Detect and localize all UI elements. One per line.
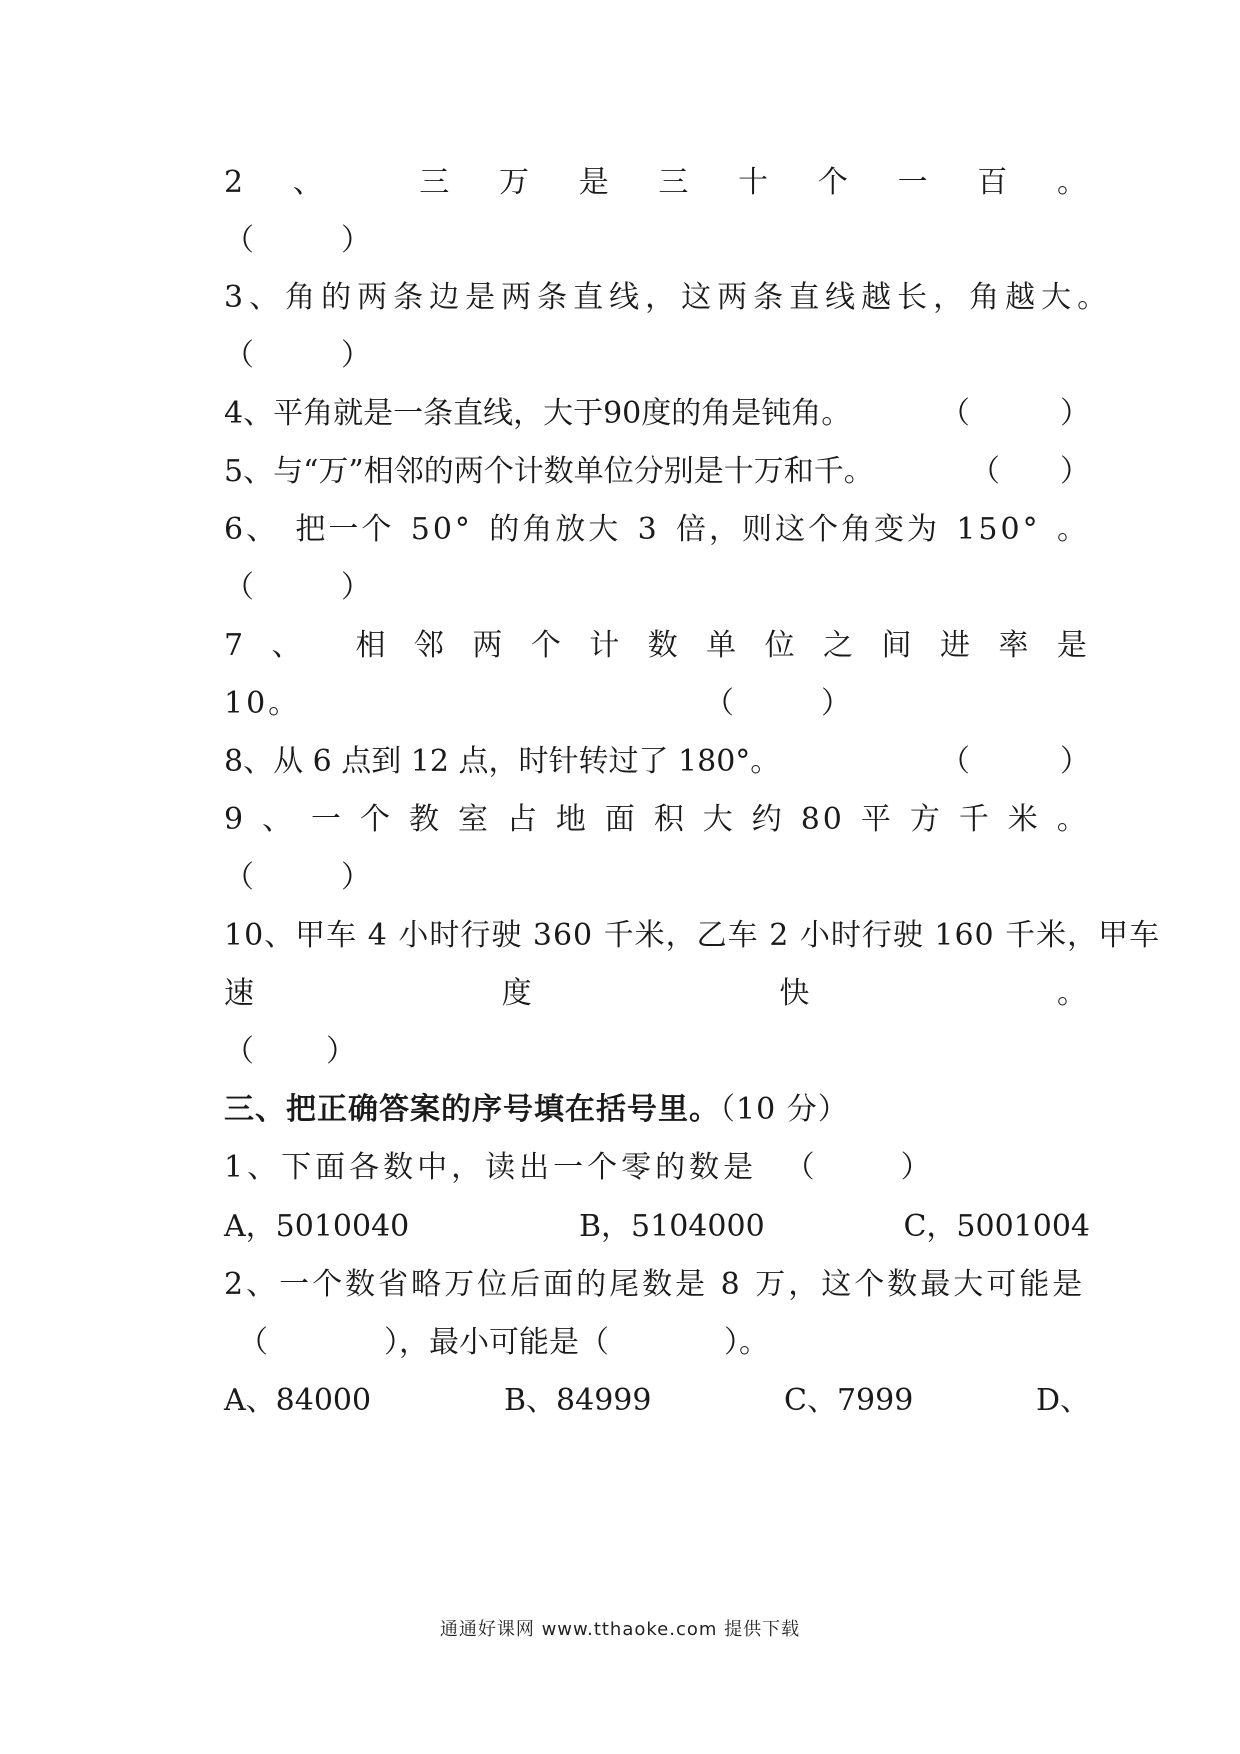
char: 占	[506, 802, 540, 837]
judge-q8-text: 8、从 6 点到 12 点，时针转过了 180°。	[224, 744, 781, 779]
char: 速	[224, 976, 257, 1011]
char: 位	[764, 628, 798, 663]
char: 计	[589, 628, 623, 663]
open-paren: （	[224, 1034, 257, 1069]
char: 。	[1056, 512, 1090, 547]
char: 千	[958, 802, 992, 837]
judge-q7-tail: 10。	[224, 686, 302, 721]
judge-q10-line2	[224, 974, 1090, 1014]
choice-q1-answer[interactable]	[785, 1148, 935, 1188]
char: 地	[555, 802, 589, 837]
char: 一	[897, 165, 931, 200]
judge-q4-text: 4、平角就是一条直线，大于90度的角是钝角。	[224, 396, 852, 431]
close-paren: ）	[1060, 744, 1090, 779]
char: 大	[702, 802, 736, 837]
char: 是	[1056, 628, 1090, 663]
section3-score: （10 分）	[720, 1092, 849, 1127]
char: 相	[355, 628, 389, 663]
option-a[interactable]: A、84000	[224, 1383, 372, 1418]
judge-q2-answer	[224, 221, 1090, 261]
char: 数	[647, 628, 681, 663]
close-paren[interactable]: ）	[341, 570, 374, 605]
char: 一	[311, 802, 345, 837]
close-paren[interactable]: ）	[341, 338, 374, 373]
open-paren: （	[704, 686, 737, 721]
char: 80	[800, 802, 845, 837]
char: 教	[408, 802, 442, 837]
option-b[interactable]: B，5104000	[579, 1209, 765, 1244]
footer-url[interactable]: www.tthaoke.com	[541, 1619, 718, 1640]
char: 倍，则这个角变为	[676, 512, 941, 547]
option-b[interactable]: B、84999	[504, 1383, 652, 1418]
judge-q5-text: 5、与“万”相邻的两个计数单位分别是十万和千。	[224, 454, 874, 489]
char: 50°	[410, 512, 473, 547]
char: 。	[1057, 165, 1090, 200]
char: 7	[224, 628, 247, 663]
char: 是	[578, 165, 612, 200]
close-paren[interactable]: ）	[341, 223, 374, 258]
option-d[interactable]: D、	[1035, 1383, 1090, 1418]
char: 之	[823, 628, 857, 663]
close-paren[interactable]: ）	[341, 860, 374, 895]
char: 邻	[413, 628, 447, 663]
open-paren: （	[224, 570, 257, 605]
footer-suffix: 提供下载	[724, 1619, 801, 1640]
choice-q1	[224, 1148, 1090, 1188]
choice-q1-text: 1、下面各数中，读出一个零的数是	[224, 1150, 758, 1185]
char: 平	[860, 802, 894, 837]
char: 两	[472, 628, 506, 663]
char: 。	[1056, 976, 1090, 1011]
open-paren: （	[970, 454, 1000, 489]
option-c[interactable]: C、7999	[784, 1383, 914, 1418]
char: 。	[1056, 802, 1090, 837]
open-paren: （	[784, 1150, 819, 1185]
judge-q7	[224, 626, 1090, 666]
judge-q10: 10、甲车 4 小时行驶 360 千米，乙车 2 小时行驶 160 千米，甲车	[224, 918, 1161, 953]
judge-q9	[224, 800, 1090, 840]
close-paren: ）	[1060, 396, 1090, 431]
judge-q6-answer	[224, 568, 1090, 608]
close-paren: ）。	[724, 1325, 769, 1360]
close-paren: ）	[1060, 454, 1090, 489]
choice-q2-middle: ），最小可能是（	[384, 1325, 609, 1360]
judge-q4	[224, 394, 1090, 434]
judge-q7-answer[interactable]	[704, 684, 854, 724]
open-paren: （	[940, 744, 970, 779]
close-paren[interactable]: ）	[326, 1034, 359, 1069]
char: 把一个	[295, 512, 395, 547]
judge-q9-answer	[224, 858, 1090, 898]
char: 个	[530, 628, 564, 663]
judge-q5-answer[interactable]	[970, 452, 1090, 492]
open-paren: （	[224, 223, 257, 258]
section3-title: 三、把正确答案的序号填在括号里。	[224, 1092, 720, 1127]
char: 3	[637, 512, 660, 547]
option-c[interactable]: C，5001004	[903, 1209, 1090, 1244]
char: 单	[706, 628, 740, 663]
char: 率	[998, 628, 1032, 663]
char: 进	[939, 628, 973, 663]
section3-heading	[224, 1090, 1090, 1130]
char: 百	[977, 165, 1011, 200]
footer	[0, 1615, 1240, 1641]
char: 约	[751, 802, 785, 837]
char: 十	[738, 165, 772, 200]
open-paren: （	[940, 396, 970, 431]
option-a[interactable]: A，5010040	[224, 1209, 410, 1244]
char: 150°	[956, 512, 1041, 547]
choice-q2: 2、一个数省略万位后面的尾数是 8 万，这个数最大可能是	[224, 1267, 1086, 1302]
char: 面	[604, 802, 638, 837]
char: 米	[1007, 802, 1041, 837]
char: 的角放大	[489, 512, 622, 547]
char: 室	[457, 802, 491, 837]
char: 9	[224, 802, 247, 837]
char: 积	[653, 802, 687, 837]
close-paren: ）	[821, 686, 854, 721]
footer-site: 通通好课网	[439, 1619, 535, 1640]
char: 三	[419, 165, 453, 200]
char: 、	[262, 802, 296, 837]
char: 、	[271, 628, 305, 663]
close-paren: ）	[900, 1150, 935, 1185]
open-paren: （	[224, 860, 257, 895]
judge-q7-line2	[224, 684, 1090, 724]
char: 2	[224, 165, 247, 200]
char: 6、	[224, 512, 280, 547]
char: 万	[498, 165, 532, 200]
judge-q2	[224, 163, 1090, 203]
judge-q8	[224, 742, 1090, 782]
char: 度	[501, 976, 535, 1011]
char: 间	[881, 628, 915, 663]
judge-q5	[224, 452, 1090, 492]
open-paren: （	[224, 338, 257, 373]
judge-q3-answer	[224, 336, 1090, 376]
char: 三	[658, 165, 692, 200]
judge-q6	[224, 510, 1090, 550]
open-paren: （	[238, 1325, 268, 1360]
char: 快	[779, 976, 813, 1011]
char: 个	[817, 165, 851, 200]
judge-q3: 3、角的两条边是两条直线，这两条直线越长，角越大。	[224, 280, 1114, 315]
judge-q4-answer[interactable]	[940, 394, 1090, 434]
char: 、	[292, 165, 326, 200]
char: 个	[360, 802, 393, 837]
char: 方	[909, 802, 943, 837]
judge-q8-answer[interactable]	[940, 742, 1090, 782]
judge-q10-answer	[224, 1032, 1090, 1072]
